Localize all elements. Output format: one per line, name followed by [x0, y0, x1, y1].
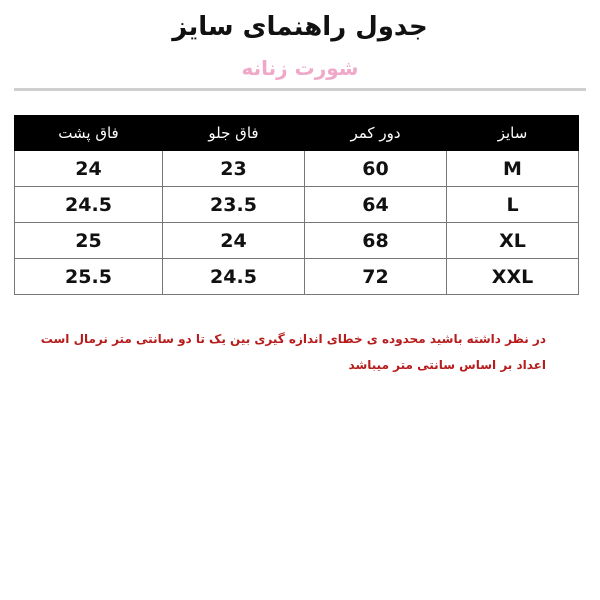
cell-waist: 64	[305, 187, 447, 223]
header-front-rise: فاق جلو	[163, 116, 305, 151]
cell-waist: 72	[305, 259, 447, 295]
table-row	[15, 151, 579, 187]
cell-size: M	[447, 151, 579, 187]
cell-front-rise: 24	[163, 223, 305, 259]
size-table	[14, 115, 579, 295]
cell-back-rise: 24	[15, 151, 163, 187]
cell-waist: 60	[305, 151, 447, 187]
cell-waist: 68	[305, 223, 447, 259]
cell-back-rise: 24.5	[15, 187, 163, 223]
cell-back-rise: 25.5	[15, 259, 163, 295]
page-title: جدول راهنمای سایز	[172, 12, 428, 42]
cell-back-rise: 25	[15, 223, 163, 259]
header-back-rise: فاق پشت	[15, 116, 163, 151]
header-waist: دور کمر	[305, 116, 447, 151]
header-size: سایز	[447, 116, 579, 151]
cell-size: L	[447, 187, 579, 223]
page-subtitle: شورت زنانه	[241, 56, 359, 80]
cell-size: XL	[447, 223, 579, 259]
cell-front-rise: 23	[163, 151, 305, 187]
measurement-tolerance-note: در نظر داشته باشید محدوده ی خطای اندازه گیری بین یک تا دو سانتی متر نرمال است	[40, 332, 546, 346]
table-row	[15, 187, 579, 223]
units-note: اعداد بر اساس سانتی متر میباشد	[348, 358, 546, 372]
cell-size: XXL	[447, 259, 579, 295]
cell-front-rise: 23.5	[163, 187, 305, 223]
table-row	[15, 259, 579, 295]
table-row	[15, 223, 579, 259]
cell-front-rise: 24.5	[163, 259, 305, 295]
divider	[14, 88, 586, 91]
table-header-row	[15, 116, 579, 151]
